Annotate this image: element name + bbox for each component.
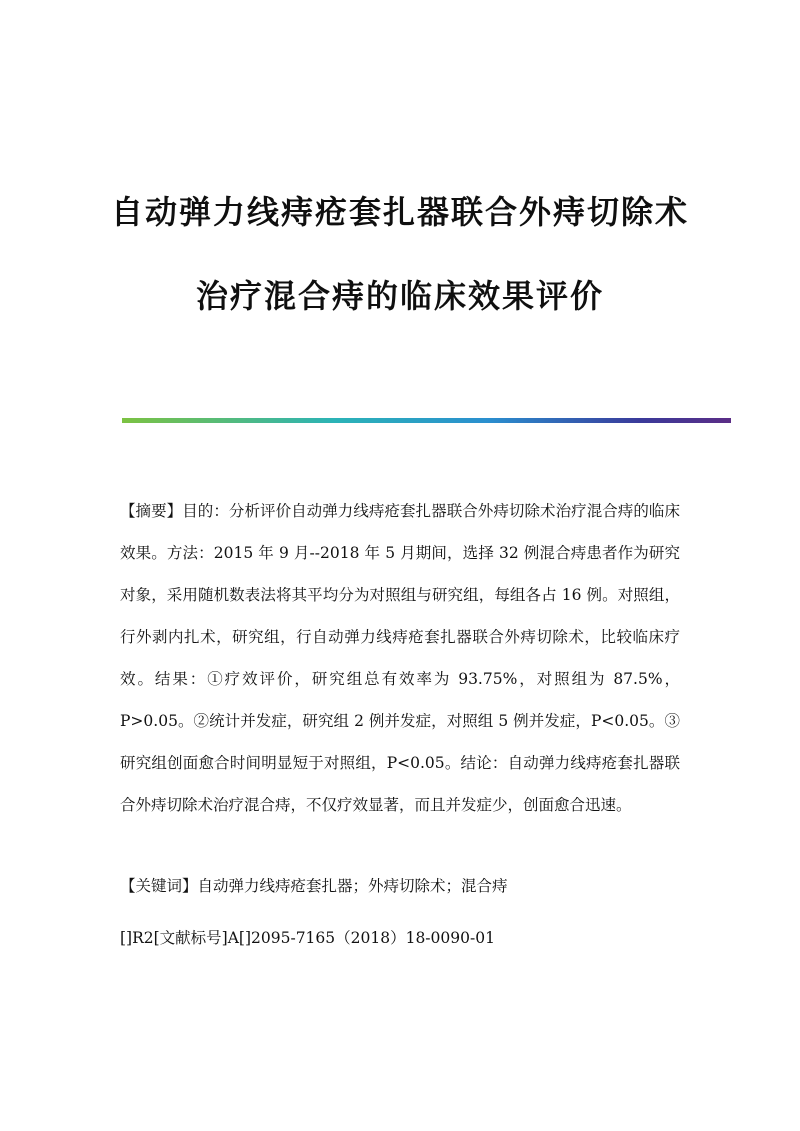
- abstract-paragraph: [120, 490, 680, 826]
- paper-title-line-1: 自动弹力线痔疮套扎器联合外痔切除术: [110, 193, 689, 231]
- keywords-text: 自动弹力线痔疮套扎器；外痔切除术；混合痔: [197, 877, 508, 895]
- paper-title-line-2: 治疗混合痔的临床效果评价: [195, 277, 604, 315]
- abstract-text: 目的：分析评价自动弹力线痔疮套扎器联合外痔切除术治疗混合痔的临床效果。方法：2015 年 9 月--2018 年 5 月期间，选择 32 例混合痔患者作为研究对象，采用随机数表法将其平均分为对照组与研究组，每组各占 16 例。对照组，行外剥内扎术，研究组，行自动弹力线痔疮套扎器联合外痔切除术，比较临床疗效。结果：①疗效评价，研究组总有效率为 93.75%，对照组为 87.5%，P>0.05。②统计并发症，研究组 2 例并发症，对照组 5 例并发症，P<0.05。③研究组创面愈合时间明显短于对照组，P<0.05。结论：自动弹力线痔疮套扎器联合外痔切除术治疗混合痔，不仅疗效显著，而且并发症少，创面愈合迅速。: [120, 502, 680, 814]
- abstract-label: 【摘要】: [120, 502, 183, 520]
- classification-line: []R2[文献标号]A[]2095-7165（2018）18-0090-01: [120, 929, 495, 947]
- gradient-divider: [122, 418, 731, 423]
- keywords-line: [120, 874, 680, 898]
- keywords-label: 【关键词】: [120, 877, 198, 895]
